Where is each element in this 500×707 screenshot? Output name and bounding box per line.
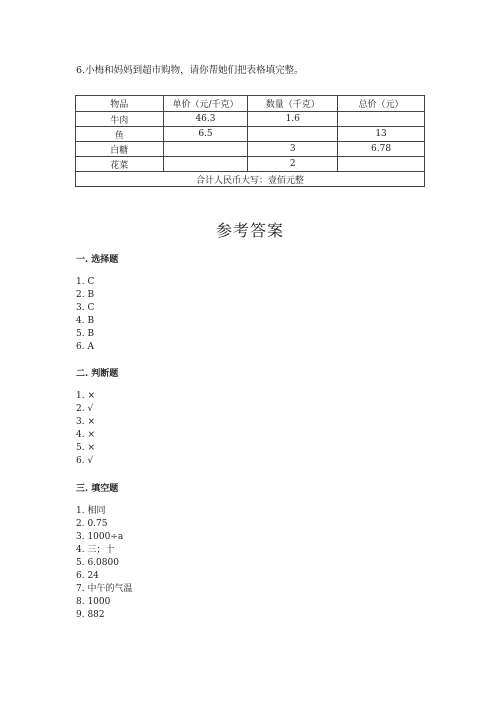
- table-cell: [163, 142, 248, 157]
- list-item: 5. B: [76, 329, 95, 339]
- table-cell: 6.78: [338, 142, 425, 157]
- table-cell: 13: [338, 127, 425, 142]
- question-text: 6.小梅和妈妈到超市购物，请你帮她们把表格填完整。: [76, 65, 304, 76]
- table-header: 数量（千克）: [248, 96, 338, 112]
- table-cell: 2: [248, 157, 338, 172]
- section-heading: 二. 判断题: [76, 369, 119, 379]
- table-row: [76, 157, 425, 172]
- answer-list: [76, 505, 132, 622]
- table-cell: 花菜: [76, 157, 164, 172]
- table-cell: [338, 157, 425, 172]
- table-cell: 鱼: [76, 127, 164, 142]
- table-header: 物品: [76, 96, 164, 112]
- answer-list: [76, 276, 94, 354]
- list-item: 5. ×: [76, 443, 95, 453]
- table-cell: 牛肉: [76, 112, 164, 127]
- section-heading: 一. 选择题: [76, 255, 119, 265]
- list-item: 5. 6.0800: [76, 558, 119, 568]
- list-item: 1. 相同: [76, 506, 106, 516]
- table-cell: 白糖: [76, 142, 164, 157]
- list-item: 6. 24: [76, 571, 99, 581]
- table-row: [76, 127, 425, 142]
- list-item: 9. 882: [76, 610, 105, 620]
- list-item: 3. ×: [76, 417, 95, 427]
- table-footer: 合计人民币大写：壹佰元整: [76, 172, 425, 187]
- answer-list: [76, 390, 95, 468]
- table-header: 单价（元/千克）: [163, 96, 248, 112]
- shopping-table: [75, 95, 425, 187]
- list-item: 8. 1000: [76, 597, 111, 607]
- list-item: 4. B: [76, 316, 95, 326]
- list-item: 4. 三；十: [76, 545, 115, 555]
- table-cell: 46.3: [163, 112, 248, 127]
- section-heading: 三. 填空题: [76, 484, 119, 494]
- table-header: 总价（元）: [338, 96, 425, 112]
- list-item: 1. C: [76, 277, 95, 287]
- list-item: 7. 中午的气温: [76, 584, 133, 594]
- list-item: 2. √: [76, 404, 94, 414]
- table-cell: 6.5: [163, 127, 248, 142]
- list-item: 6. A: [76, 342, 94, 352]
- list-item: 3. 1000÷a: [76, 532, 124, 542]
- list-item: 4. ×: [76, 430, 95, 440]
- table-footer-row: [76, 172, 425, 187]
- table-cell: 1.6: [248, 112, 338, 127]
- answers-title: 参考答案: [215, 221, 284, 240]
- list-item: 1. ×: [76, 391, 95, 401]
- list-item: 6. √: [76, 456, 94, 466]
- table-cell: 3: [248, 142, 338, 157]
- list-item: 2. B: [76, 290, 95, 300]
- table-cell: [338, 112, 425, 127]
- list-item: 2. 0.75: [76, 519, 108, 529]
- table-row: [76, 112, 425, 127]
- table-header-row: [76, 96, 425, 112]
- list-item: 3. C: [76, 303, 95, 313]
- table-cell: [163, 157, 248, 172]
- table-cell: [248, 127, 338, 142]
- table-row: [76, 142, 425, 157]
